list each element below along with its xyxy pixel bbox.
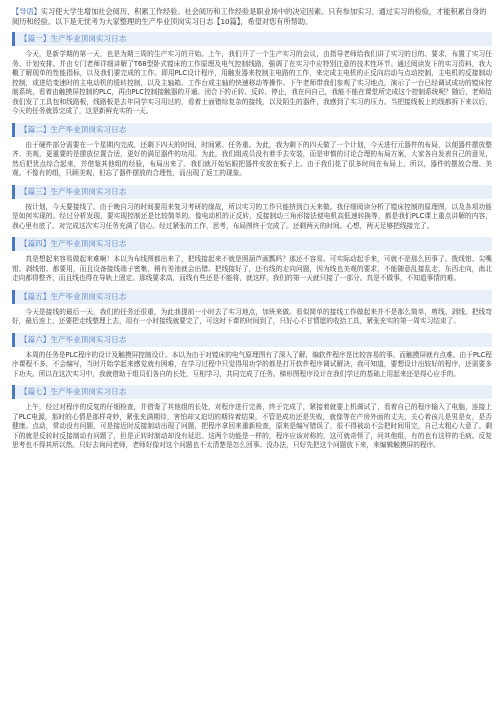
section-7 [12, 385, 492, 451]
section-4 [12, 237, 492, 284]
section-6 [12, 333, 492, 380]
section-body: 本周的任务是PLC程序的设计及触摸屏控制设计。本以为由于对镗床的电气原理图有了深入了解，编软件程序是比较容易的事。而触摸屏就有点难。由于PLC程序课程不多，不会编写，当时开始学起来感觉就有困难，在学习过程中只觉得用功学的都是打开软件程序调试解决，我可知道，要想设计出较好的程序，还需要多下功夫。所以在这次实习中，我就借助于组员们各自的长处，互相学习，共同完成了任务。梯形图程序设计在我们学过的基础上用起来还是得心应手的。 [12, 350, 492, 378]
intro-tag: 【导语】 [12, 7, 41, 16]
section-3 [12, 185, 492, 232]
section-heading: 【篇二】生产毕业顶岗实习日志 [12, 123, 492, 137]
section-body: 按计划，今天要接线了。由于晚自习的时间要用来复习考研的缘故，所以实习的工作只能挤到白天来做。我仔细阅读分析了镗床控制的原理图，以及各项功能是如何实现的。经过分析发现，要实现控制还是比较简单的。像电动机的正反转，反接制动三角形接法便电机高低速转换等，都是我们PLC课上重点讲解的内容，我心里有底了。对完成这次实习任务充满了信心。经过紧张的工作，思考，布局图终于完成了。还剩两天的时间。心想，两天足够把线接完了。 [12, 202, 492, 230]
section-body: 上午，经过对程序的反复的仔细检查，并借鉴了其他组的长处，对程序进行完善，终于完成了，紧接着就要上机调试了，看着自己的程序输入了电脑，连接上了PLC电源，那时的心情是那样奇妙，紧张充满期待，害怕却又迫切的期待着结果，不管是成功还是失败，就像等在产房外面的丈夫，关心着孩儿是男是女，是否健康。点动，常动没有问题，可是接近时反接制动出现了问题，把程序拿回来重新检查，原来是编写错误了，很不得被动不会把时间用完，自己太粗心大意了。剩下的就是反转时反接制动有问题了，但是正转时制动却没有延迟。这两个功能是一样的，程序应该对称的，这可就奇怪了，问其他组，有的也有这样的毛病。反复思考也不得其所以然。只好去询问老师，老师好像对这个问题也不太清楚是怎么回事。没办法，只好先把这个问题放下来，来编辑触摸屏的程序。 [12, 403, 492, 450]
section-body: 真是想起来容易做起来难啊！本以为布线图都出来了，把线接起来不就是照葫芦画瓢吗？那还不容易。可实际动起手来，可就不是那么回事了。拨线钳、尖嘴钳、剥线钳、都要用，而且设备接线端子密集，稍有差池就会出错。把线接好了，还有线的走向问题，因为线也美观的要求，不能随意乱接乱走，东西走向，南北走向都得整齐，而且线也得在导轨上固定。那线要求高，而线有些还是不能将，就这样，我们的第一天就只接了一部分。真是不做事，不知道事情的难。 [12, 255, 492, 283]
section-2 [12, 123, 492, 179]
section-heading: 【篇六】生产毕业顶岗实习日志 [12, 333, 492, 347]
section-5 [12, 290, 492, 327]
section-heading: 【篇一】生产毕业顶岗实习日志 [12, 32, 492, 46]
section-heading: 【篇七】生产毕业顶岗实习日志 [12, 385, 492, 399]
intro-paragraph [12, 7, 492, 26]
intro-text: 实习使大学生增加社会阅历、积累工作经验。社会阅历和工作经验是职业场中的决定因素。只有参加实习、通过实习的检验，才能积累自身的阅历和经验。以下是无忧考为大家整理的生产毕业顶岗实习日志【10篇】，希望对您有所帮助。 [12, 7, 487, 26]
section-heading: 【篇四】生产毕业顶岗实习日志 [12, 237, 492, 251]
section-body: 今天是接线的最后一天，我们的任务还很重，为此我提前一小时去了实习地点，加班来做。看似简单的接线工作做起来并不是那么简单，剪线、剥线、把线弯好，最后连上，还要把走线整理上去，用有一小时接线就要完了，可这时下课的时间到了，只好心不甘情愿的收拾工具，紧张充实的第一周实习结束了。 [12, 307, 492, 326]
section-heading: 【篇五】生产毕业顶岗实习日志 [12, 290, 492, 304]
section-body: 今天，是新学期的第一天，也是为期三周的生产实习的开始。上午，我们开了一个生产实习的会议，由指导老师给我们讲了实习的目的、要求，布置了实习任务、计划安排。并由专门老师详细讲解了T68型卧式镗床的工作原理及电气控制线路，强调了在实习中应特别注意的技术性环节。通过阅读发下的实习资料，我大概了解现单的性能指标，以及我们要完成的工作。即用PLC设计程序，用触发器来控制主电路的工作，来完成主电机的正反向启动与点动控制，主电机的反接制动控制，或进给变速时的主电动机的缓转控制，以及主轴箱、工作台或主轴的快速移动等操作。下午老师带我们参观了实习地点，演示了一台已经调试成功的镗床控制系统，看着由触摸屏控制的PLC，再由PLC控制接触器的开通、闭合下的正转、反转、停止，我在问自己，我能不能在课堂所完成这个控制系统呢？随后，老师给我们发了工具包和线路板，线路板是去年同学实习用过的，看着上面错综复杂的接线，以及陌生的器件，我感到了实习的压力。当把接线板上的线都拆下来以后，今天的任务就算完成了，这是新鲜充实的一天。 [12, 50, 492, 116]
section-1 [12, 32, 492, 117]
section-heading: 【篇三】生产毕业顶岗实习日志 [12, 185, 492, 199]
section-body: 由于硬件部分需要在一个星期内完成，还剩下四天的时间，时间紧、任务重。为此，我为剩下的四天做了一个计划，今天进行元器件的布局，以便器件摆放整齐、美观，更重要的是摆放位置合适，更好的满足器件的功用。为此，我们组成员没有着手去安装，而是审慎的讨论合理的布局方案，大家各自发表自己的意见，然后把优点综合起来，并借鉴其他组的经验，布局出来了。我们就开始钻眼把器件安放在板子上。由于我们花了很多时间在布局上，所以，器件的摆放合理、美观。不像有的组，只顾美观，但忘了器件摆放的合理性，而出现了返工的现象。 [12, 140, 492, 178]
